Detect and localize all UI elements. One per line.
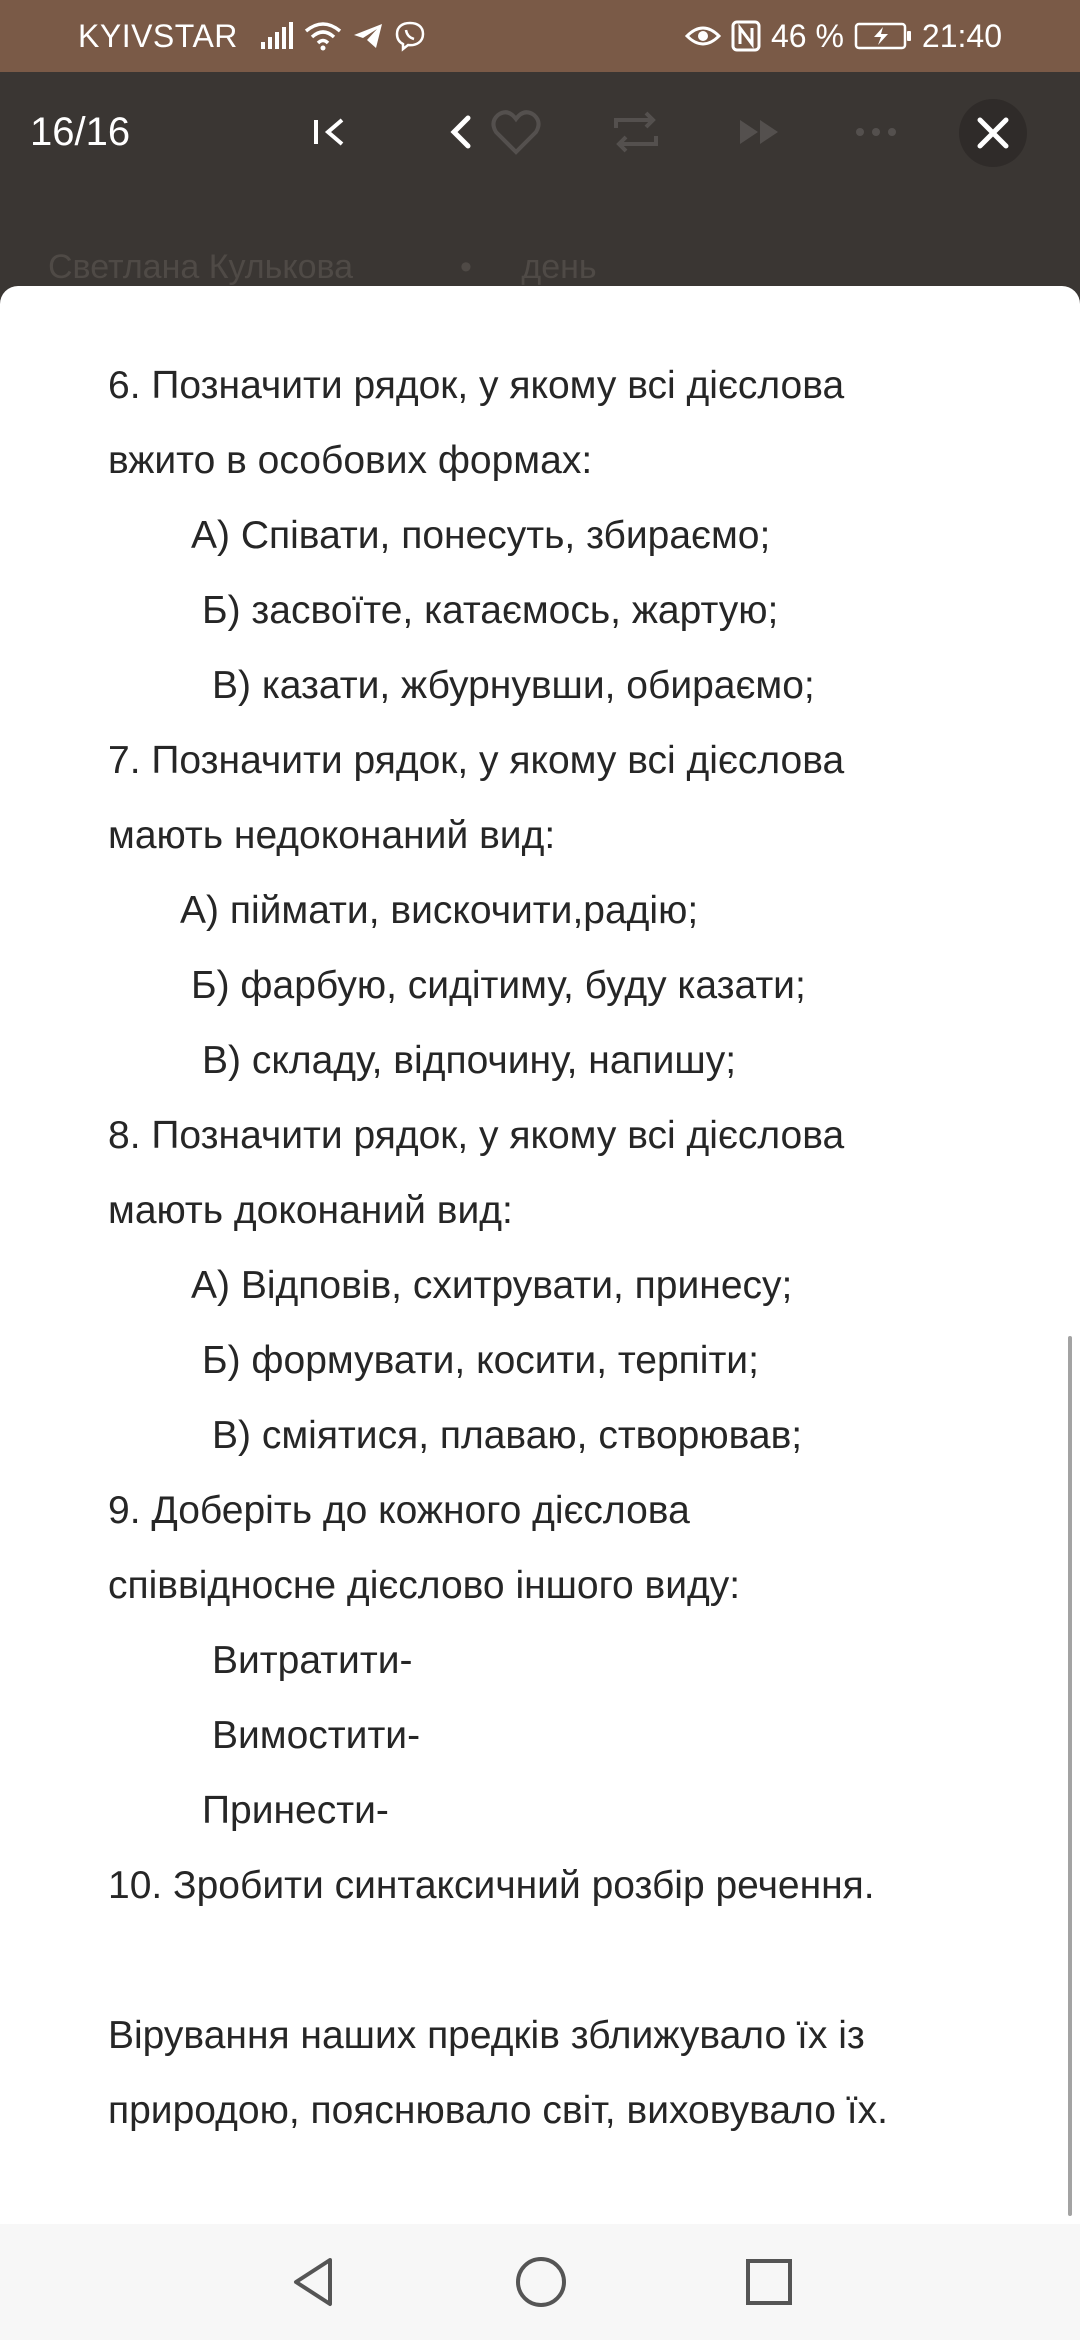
like-icon[interactable] [486, 102, 546, 167]
document-line: 7. Позначити рядок, у якому всі дієслова [108, 739, 845, 782]
status-icons-right [685, 18, 1002, 55]
document-line: В) сміятися, плаваю, створював; [212, 1414, 803, 1457]
repost-icon[interactable] [606, 102, 666, 167]
post-time [460, 248, 597, 287]
post-separator: • [460, 248, 472, 286]
carrier-name: KYIVSTAR [78, 17, 238, 54]
document-line: 8. Позначити рядок, у якому всі дієслова [108, 1114, 845, 1157]
eye-icon [685, 24, 721, 48]
viber-icon [394, 20, 426, 52]
clock: 21:40 [921, 17, 1002, 54]
telegram-icon [352, 22, 384, 50]
first-page-icon[interactable] [310, 102, 350, 167]
blank-line [108, 1923, 1008, 1998]
viewer-toolbar [0, 72, 1080, 202]
system-nav-bar [0, 2224, 1080, 2340]
share-icon[interactable] [730, 102, 790, 167]
nav-home-icon[interactable] [509, 2250, 573, 2319]
document-line: Витратити- [212, 1639, 413, 1682]
document-line: 9. Доберіть до кожного дієслова [108, 1489, 690, 1532]
document-line: Б) засвоїте, катаємось, жартую; [202, 589, 779, 632]
signal-icon [260, 22, 294, 50]
post-time-ago: день [521, 248, 597, 286]
document-text [108, 348, 1008, 2148]
document-line: А) Відповів, схитрувати, принесу; [191, 1264, 793, 1307]
document-line: вжито в особових формах: [108, 439, 593, 482]
nfc-icon [731, 20, 761, 52]
document-line: Б) формувати, косити, терпіти; [202, 1339, 759, 1382]
page-counter: 16/16 [30, 110, 131, 154]
document-line: 10. Зробити синтаксичний розбір речення. [108, 1864, 875, 1907]
document-line: В) казати, жбурнувши, обираємо; [212, 664, 815, 707]
document-line: співвідносне дієслово іншого виду: [108, 1564, 741, 1607]
battery-percent: 46 % [770, 17, 844, 54]
document-line: Б) фарбую, сидітиму, буду казати; [191, 964, 806, 1007]
document-line: В) складу, відпочину, напишу; [202, 1039, 737, 1082]
document-line: мають доконаний вид: [108, 1189, 513, 1232]
scrollbar[interactable] [1068, 1336, 1072, 2216]
document-line: А) Співати, понесуть, збираємо; [191, 514, 771, 557]
document-sheet [0, 286, 1080, 2224]
document-line: Вимостити- [212, 1714, 421, 1757]
nav-recents-icon[interactable] [737, 2250, 801, 2319]
back-chevron-icon[interactable] [440, 102, 480, 167]
nav-back-icon[interactable] [284, 2250, 344, 2319]
more-icon[interactable] [846, 102, 906, 167]
status-bar [0, 0, 1080, 72]
document-line: А) піймати, вискочити,радію; [180, 889, 699, 932]
post-author: Светлана Кулькова [48, 248, 354, 286]
wifi-icon [304, 21, 342, 51]
document-line: Принести- [202, 1789, 389, 1832]
document-line: 6. Позначити рядок, у якому всі дієслова [108, 364, 845, 407]
close-icon[interactable] [958, 98, 1028, 173]
status-icons-left [260, 20, 426, 52]
document-line: природою, пояснювало світ, виховувало їх. [108, 2089, 888, 2132]
battery-charging-icon [854, 22, 912, 50]
document-line: Вірування наших предків зближувало їх із [108, 2014, 865, 2057]
document-line: мають недоконаний вид: [108, 814, 556, 857]
